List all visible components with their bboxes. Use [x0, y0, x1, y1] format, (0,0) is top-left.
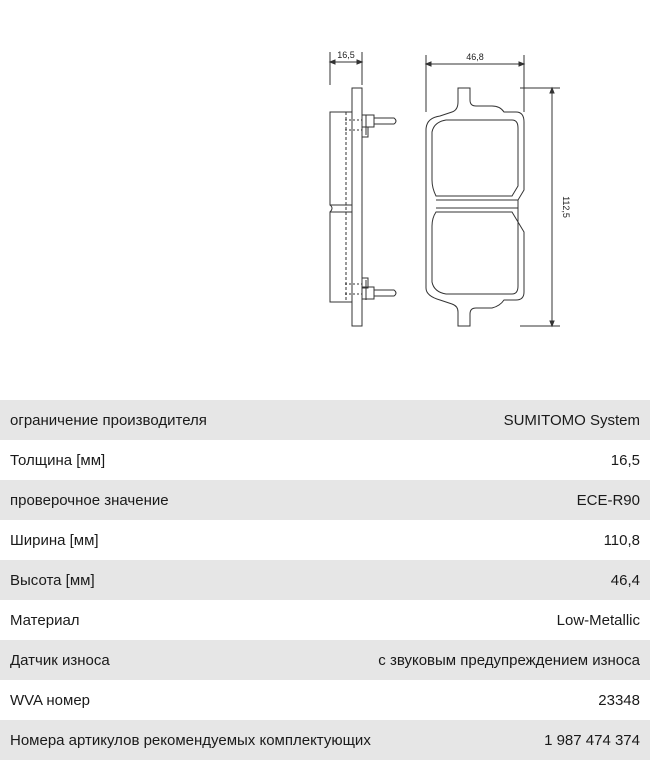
- spec-label: Номера артикулов рекомендуемых комплектующих: [10, 731, 371, 749]
- spec-value: 23348: [598, 691, 640, 709]
- spec-value: Low-Metallic: [556, 611, 640, 629]
- spec-label: Датчик износа: [10, 651, 110, 669]
- spec-value: 16,5: [610, 451, 640, 469]
- spec-row: [0, 600, 650, 640]
- dim-height-label: 112,5: [561, 196, 571, 218]
- spec-label: ограничение производителя: [10, 411, 207, 429]
- spec-label: Ширина [мм]: [10, 531, 99, 549]
- spec-row: [0, 640, 650, 680]
- spec-value: SUMITOMO System: [503, 411, 640, 429]
- spec-row: [0, 560, 650, 600]
- spec-row: [0, 440, 650, 480]
- spec-value: с звуковым предупреждением износа: [378, 651, 640, 669]
- dim-thickness-label: 16,5: [337, 50, 355, 60]
- spec-value: 110,8: [603, 531, 640, 549]
- spec-label: Материал: [10, 611, 80, 629]
- dim-width-label: 46,8: [466, 52, 484, 62]
- spec-row: [0, 480, 650, 520]
- spec-row: [0, 680, 650, 720]
- spec-row: [0, 400, 650, 440]
- spec-label: Толщина [мм]: [10, 451, 106, 469]
- spec-label: WVA номер: [10, 691, 91, 709]
- spec-table: [0, 400, 650, 760]
- spec-label: Высота [мм]: [10, 571, 95, 589]
- spec-row: [0, 520, 650, 560]
- spec-value: ECE-R90: [576, 491, 640, 509]
- spec-value: 46,4: [610, 571, 640, 589]
- spec-label: проверочное значение: [10, 491, 169, 509]
- spec-value: 1 987 474 374: [544, 731, 640, 749]
- spec-row: [0, 720, 650, 760]
